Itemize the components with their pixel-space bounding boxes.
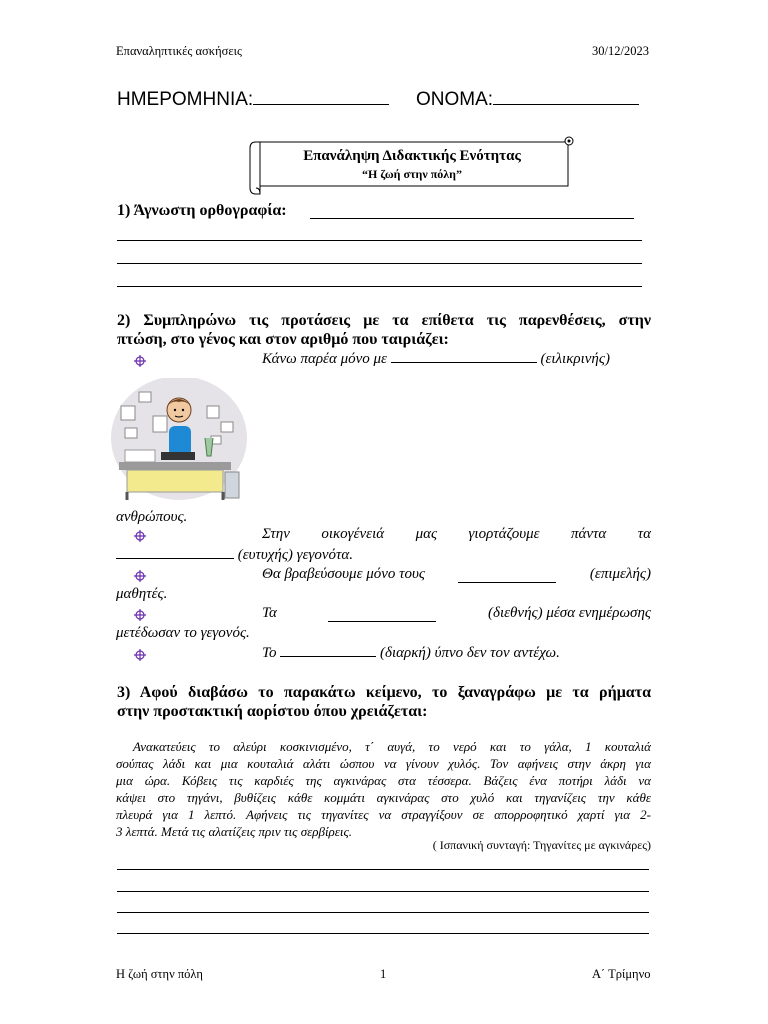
crosshair-bullet-icon (134, 649, 146, 661)
footer-left: Η ζωή στην πόλη (116, 967, 203, 981)
footer-right: Α΄ Τρίμηνο (592, 967, 651, 981)
q3-paragraph-line6: 3 λεπτά. Μετά τις αλατίζεις πριν τις σερβίρεις. (116, 824, 353, 839)
s2-paren: (ευτυχής) γεγονότα. (237, 547, 354, 563)
q3-label-line2: στην προστακτική αορίστου όπου χρειάζεται: (117, 703, 428, 720)
s2-blank[interactable] (116, 558, 234, 559)
name-row (416, 89, 639, 111)
q2-sentence-1 (262, 351, 610, 368)
q1-answer-line-0[interactable] (310, 218, 634, 219)
q1-label: 1) Άγνωστη ορθογραφία: (117, 202, 287, 219)
q3-paragraph-line5: πλευρά για 1 λεπτό. Αφήνεις τις τηγανίτες να στραγγίξουν σε απορροφητικό χαρτί για 2- (116, 807, 651, 822)
header-date: 30/12/2023 (592, 44, 649, 58)
office-worker-clipart (109, 378, 251, 506)
s1-blank[interactable] (391, 362, 537, 363)
s1-paren: (ειλικρινής) (540, 351, 610, 367)
date-label: ΗΜΕΡΟΜΗΝΙΑ: (117, 89, 254, 110)
name-blank[interactable] (493, 104, 639, 105)
s5-blank[interactable] (280, 656, 376, 657)
q2-sentence-3 (262, 566, 651, 583)
q3-answer-line-2[interactable] (117, 891, 649, 892)
s4-start: Τα (262, 605, 277, 621)
s2-line1: Στην οικογένειά μας γιορτάζουμε πάντα τα (262, 526, 651, 542)
s3-end: μαθητές. (116, 586, 168, 602)
name-date-row (117, 89, 389, 111)
scroll-subtitle: “Η ζωή στην πόλη” (362, 167, 462, 181)
name-label: ΟΝΟΜΑ: (416, 89, 494, 110)
q2-label-line2: πτώση, στο γένος και στον αριθμό που ταιριάζει: (117, 331, 449, 348)
q3-paragraph-line4: κάψει στο τηγάνι, βυθίζεις κάθε κομμάτι αγκινάρας στο χυλό και τηγανίζεις την κάθε (116, 790, 651, 805)
q3-answer-line-1[interactable] (117, 869, 649, 870)
s3-paren: (επιμελής) (589, 566, 651, 582)
s3-start: Θα βραβεύσουμε μόνο τους (262, 566, 426, 582)
s4-end: μετέδωσαν το γεγονός. (116, 625, 250, 641)
q1-answer-line-2[interactable] (117, 263, 642, 264)
q3-answer-line-3[interactable] (117, 912, 649, 913)
q2-sentence-2-cont (116, 547, 353, 564)
date-blank[interactable] (253, 104, 389, 105)
q3-paragraph-line2: σούπας λάδι και μια κουταλιά αλάτι ώσπου να γίνουν χυλός. Τον αφήνεις στην άκρη για (116, 756, 651, 771)
q2-label-line1: 2) Συμπληρώνω τις προτάσεις με τα επίθετα τις παρενθέσεις, στην (117, 312, 651, 329)
crosshair-bullet-icon (134, 570, 146, 582)
scroll-title: Επανάληψη Διδακτικής Ενότητας (303, 148, 521, 164)
s5-paren: (διαρκή) ύπνο δεν τον αντέχω. (379, 645, 560, 661)
q3-label-line1: 3) Αφού διαβάσω το παρακάτω κείμενο, το ξαναγράφω με τα ρήματα (117, 684, 651, 701)
header-left: Επαναληπτικές ασκήσεις (116, 44, 242, 58)
crosshair-bullet-icon (134, 530, 146, 542)
crosshair-bullet-icon (134, 355, 146, 367)
q2-sentence-5 (262, 645, 560, 662)
q1-answer-line-1[interactable] (117, 240, 642, 241)
s3-blank[interactable] (458, 566, 556, 583)
q3-paragraph-line3: μια ώρα. Κόβεις τις καρδιές της αγκινάρας στα τέσσερα. Βάζεις ένα ποτήρι λάδι να (116, 773, 651, 788)
page-number: 1 (380, 967, 387, 981)
s1-end: ανθρώπους. (116, 509, 188, 525)
q3-answer-line-4[interactable] (117, 933, 649, 934)
title-scroll (246, 132, 578, 200)
s1-start: Κάνω παρέα μόνο με (262, 351, 387, 367)
q3-paragraph-line1: Ανακατεύεις το αλεύρι κοσκινισμένο, τ΄ αυγά, το νερό και το γάλα, 1 κουταλιά (133, 739, 651, 754)
q2-sentence-4 (262, 605, 651, 622)
s4-paren: (διεθνής) μέσα ενημέρωσης (488, 605, 651, 621)
s4-blank[interactable] (328, 605, 436, 622)
crosshair-bullet-icon (134, 609, 146, 621)
s5-start: Το (262, 645, 277, 661)
q1-answer-line-3[interactable] (117, 286, 642, 287)
recipe-source: ( Ισπανική συνταγή: Τηγανίτες με αγκινάρες) (432, 838, 651, 852)
